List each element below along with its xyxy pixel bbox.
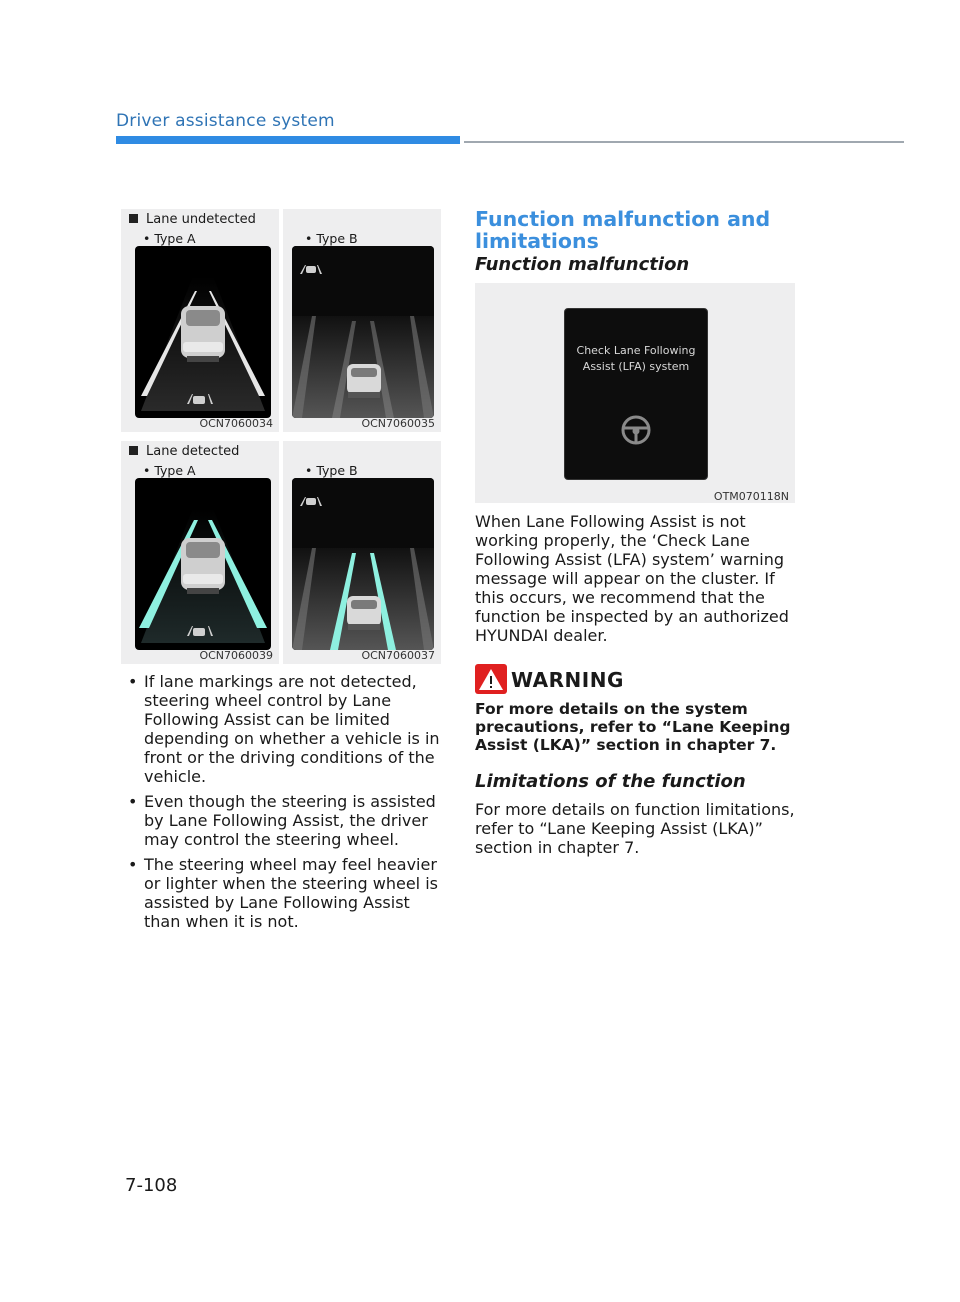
section-title: Driver assistance system bbox=[116, 111, 335, 131]
lane-display-detected-b bbox=[292, 478, 434, 650]
figure-type-label: • Type B bbox=[305, 231, 358, 246]
bullet-list bbox=[128, 672, 443, 937]
subheading-limitations: Limitations of the function bbox=[475, 771, 746, 792]
figure-code: OCN7060035 bbox=[361, 417, 435, 430]
figure-code: OCN7060034 bbox=[199, 417, 273, 430]
figure-code: OCN7060039 bbox=[199, 649, 273, 662]
figure-detected-type-b bbox=[283, 441, 441, 664]
cluster-screen bbox=[292, 478, 434, 650]
malfunction-paragraph: When Lane Following Assist is not working properly, the ‘Check Lane Following Assist (LFA) system’ warning message will appear on the cluster. If this occurs, we recommend that the function be inspected by an authorized HYUNDAI dealer. bbox=[475, 512, 789, 645]
figure-cluster-message bbox=[475, 283, 795, 503]
square-bullet-icon bbox=[129, 446, 138, 455]
figure-undetected-type-b bbox=[283, 209, 441, 432]
square-bullet-icon bbox=[129, 214, 138, 223]
figure-type-label: • Type B bbox=[305, 463, 358, 478]
warning-triangle-icon bbox=[475, 664, 507, 694]
cluster-screen bbox=[292, 246, 434, 418]
cluster-screen bbox=[135, 478, 271, 650]
figure-heading bbox=[129, 444, 239, 459]
warning-label: WARNING bbox=[511, 668, 624, 692]
figure-code: OTM070118N bbox=[713, 490, 789, 503]
figure-type-label: • Type A bbox=[143, 231, 196, 246]
cluster-screen bbox=[564, 308, 708, 480]
section-heading: Function malfunction and limitations bbox=[475, 207, 771, 253]
list-item: • Even though the steering is assisted by Lane Following Assist, the driver may control the steering wheel. bbox=[128, 792, 443, 849]
header-divider bbox=[464, 141, 904, 143]
figure-detected-type-a bbox=[121, 441, 279, 664]
header-accent-bar bbox=[116, 136, 460, 144]
figure-code: OCN7060037 bbox=[361, 649, 435, 662]
list-item: • The steering wheel may feel heavier or lighter when the steering wheel is assisted by Lane Following Assist than when it is not. bbox=[128, 855, 443, 931]
figure-heading-text: Lane detected bbox=[146, 444, 240, 459]
figure-heading-text: Lane undetected bbox=[146, 212, 256, 227]
subheading-function-malfunction: Function malfunction bbox=[475, 254, 690, 275]
limitations-paragraph: For more details on function limitations, refer to “Lane Keeping Assist (LKA)” section in chapter 7. bbox=[475, 800, 795, 857]
cluster-screen bbox=[135, 246, 271, 418]
figure-type-label: • Type A bbox=[143, 463, 196, 478]
list-item: • If lane markings are not detected, steering wheel control by Lane Following Assist can be limited depending on whether a vehicle is in front or the driving conditions of the vehicle. bbox=[128, 672, 443, 786]
lane-display-detected-a bbox=[135, 478, 271, 650]
cluster-message: Check Lane Following Assist (LFA) system bbox=[576, 344, 696, 373]
figure-undetected-type-a bbox=[121, 209, 279, 432]
steering-wheel-icon bbox=[620, 414, 652, 446]
lane-display-undetected-a bbox=[135, 246, 271, 418]
lane-display-undetected-b bbox=[292, 246, 434, 418]
page-number: 7-108 bbox=[125, 1175, 178, 1196]
figure-heading bbox=[129, 212, 256, 227]
warning-text: For more details on the system precautions, refer to “Lane Keeping Assist (LKA)” section in chapter 7. bbox=[475, 700, 791, 754]
